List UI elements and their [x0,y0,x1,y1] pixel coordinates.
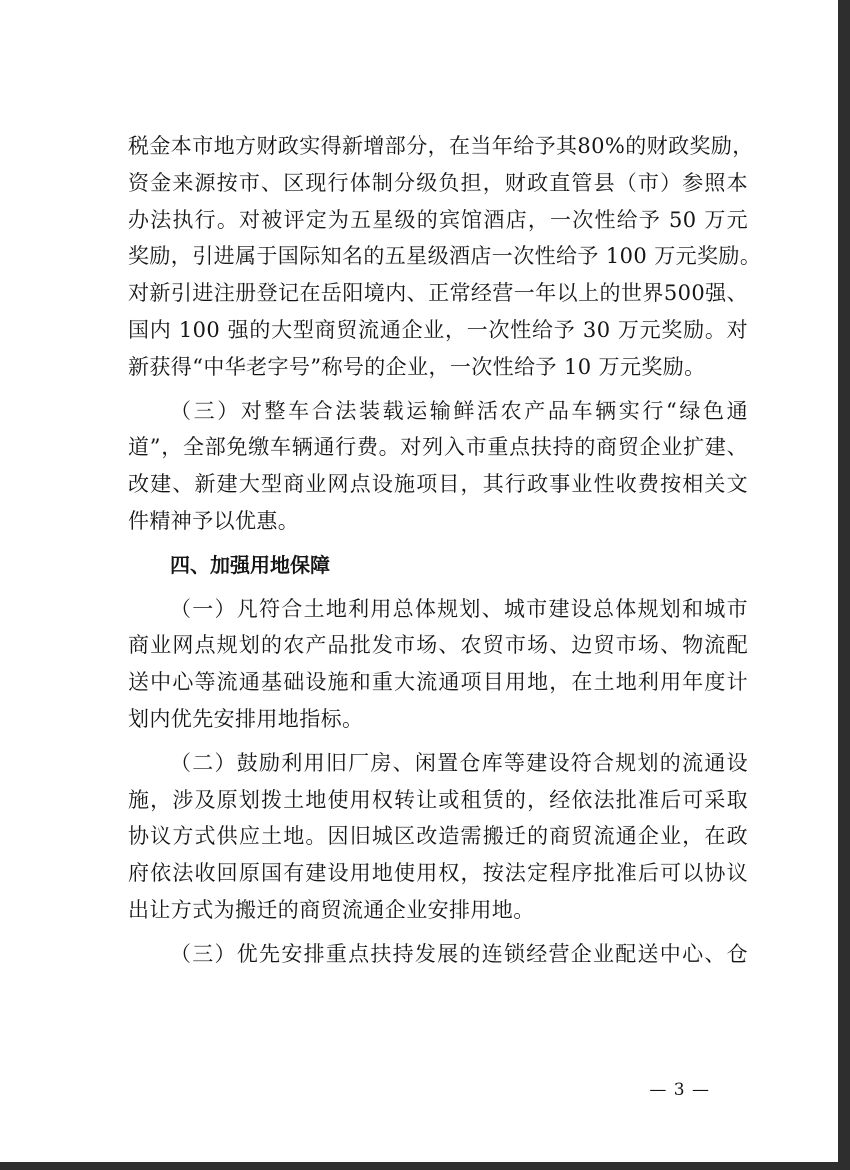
paragraph-green-channel [128,393,748,540]
text-line: 新获得“中华老字号”称号的企业，一次性给予 10 万元奖励。 [128,354,706,379]
scan-border-right [838,0,850,1170]
section-heading: 四、加强用地保障 [170,552,330,577]
text-line: 改建、新建大型商业网点设施项目，其行政事业性收费按相关文 [128,472,748,497]
text-line: 国内 100 强的大型商贸流通企业，一次性给予 30 万元奖励。对 [128,317,748,342]
text-line: 对新引进注册登记在岳阳境内、正常经营一年以上的世界500强、 [128,281,748,306]
text-line: （三）对整车合法装载运输鲜活农产品车辆实行“绿色通 [170,398,748,423]
paragraph-distribution-centers [128,936,748,973]
text-line: 商业网点规划的农产品批发市场、农贸市场、边贸市场、物流配 [128,633,748,658]
text-line: 道”，全部免缴车辆通行费。对列入市重点扶持的商贸企业扩建、 [128,435,748,460]
scan-border-bottom [0,1162,850,1170]
text-line: 协议方式供应土地。因旧城区改造需搬迁的商贸流通企业，在政 [128,824,748,849]
text-line: 送中心等流通基础设施和重大流通项目用地，在土地利用年度计 [128,670,748,695]
paragraph-incentives [128,128,762,386]
text-line: 府依法收回原国有建设用地使用权，按法定程序批准后可以协议 [128,861,748,886]
paragraph-old-factories [128,745,748,929]
document-page [128,128,762,980]
text-line: 奖励，引进属于国际知名的五星级酒店一次性给予 100 万元奖励。 [128,244,762,269]
text-line: 税金本市地方财政实得新增部分，在当年给予其80%的财政奖励， [128,134,754,158]
text-line: （三）优先安排重点扶持发展的连锁经营企业配送中心、仓 [170,941,748,966]
text-line: 划内优先安排用地指标。 [128,706,364,731]
text-line: 施，涉及原划拨土地使用权转让或租赁的，经依法批准后可采取 [128,787,748,812]
text-line: 件精神予以优惠。 [128,508,300,533]
text-line: （二）鼓励利用旧厂房、闲置仓库等建设符合规划的流通设 [170,750,748,775]
text-line: 办法执行。对被评定为五星级的宾馆酒店，一次性给予 50 万元 [128,207,748,232]
paragraph-land-planning [128,591,748,738]
page-number: — 3 — [649,1080,710,1100]
text-line: 资金来源按市、区现行体制分级负担，财政直管县（市）参照本 [128,170,748,195]
text-line: 出让方式为搬迁的商贸流通企业安排用地。 [128,897,535,922]
text-line: （一）凡符合土地利用总体规划、城市建设总体规划和城市 [170,596,748,621]
